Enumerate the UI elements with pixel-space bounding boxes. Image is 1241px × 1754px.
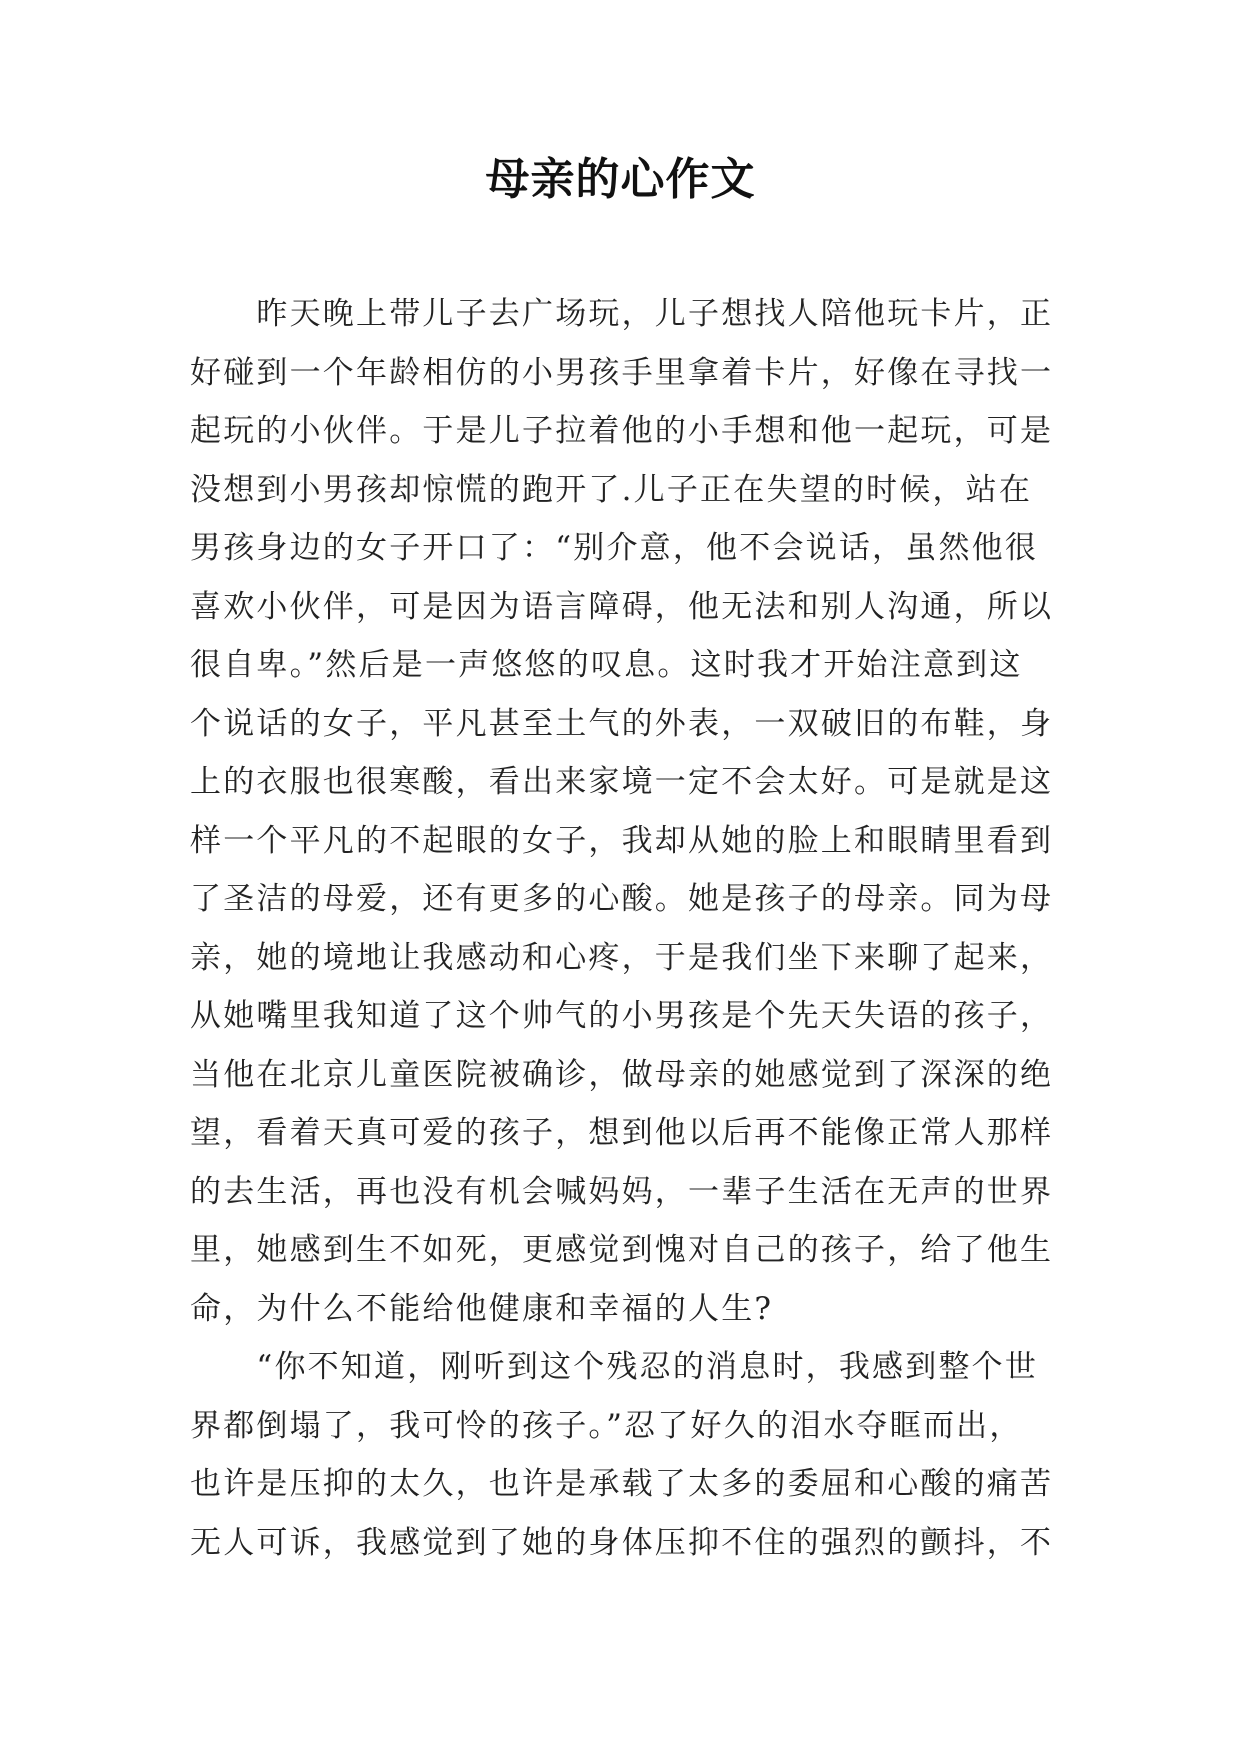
text-line: 界都倒塌了，我可怜的孩子。”忍了好久的泪水夺眶而出，: [190, 1407, 1023, 1444]
text-line: 很自卑。”然后是一声悠悠的叹息。这时我才开始注意到这: [190, 647, 1023, 683]
text-line: 上的衣服也很寒酸，看出来家境一定不会太好。可是就是这: [190, 764, 1054, 800]
text-line: 男孩身边的女子开口了：“别介意，他不会说话，虽然他很: [190, 530, 1039, 566]
text-line: 了圣洁的母爱，还有更多的心酸。她是孩子的母亲。同为母: [190, 881, 1054, 917]
text-line: 亲，她的境地让我感动和心疼，于是我们坐下来聊了起来，: [190, 939, 1054, 976]
text-line: 喜欢小伙伴，可是因为语言障碍，他无法和别人沟通，所以: [190, 588, 1054, 625]
text-line: 命，为什么不能给他健康和幸福的人生?: [190, 1290, 774, 1327]
text-line: 起玩的小伙伴。于是儿子拉着他的小手想和他一起玩，可是: [190, 413, 1054, 449]
text-line: 的去生活，再也没有机会喊妈妈，一辈子生活在无声的世界: [190, 1173, 1054, 1210]
text-line: 个说话的女子，平凡甚至土气的外表，一双破旧的布鞋，身: [190, 705, 1054, 742]
text-line: 样一个平凡的不起眼的女子，我却从她的脸上和眼睛里看到: [190, 822, 1054, 859]
text-line: 没想到小男孩却惊慌的跑开了.儿子正在失望的时候，站在: [190, 471, 1033, 508]
text-line: 从她嘴里我知道了这个帅气的小男孩是个先天失语的孩子，: [190, 998, 1054, 1034]
text-line: 里，她感到生不如死，更感觉到愧对自己的孩子，给了他生: [190, 1232, 1054, 1268]
text-line: 当他在北京儿童医院被确诊，做母亲的她感觉到了深深的绝: [190, 1056, 1054, 1093]
page-title: 母亲的心作文: [485, 154, 756, 205]
text-line: 无人可诉，我感觉到了她的身体压抑不住的强烈的颤抖，不: [190, 1524, 1054, 1561]
text-line: 望，看着天真可爱的孩子，想到他以后再不能像正常人那样: [190, 1115, 1054, 1151]
text-line: 也许是压抑的太久，也许是承载了太多的委屈和心酸的痛苦: [190, 1466, 1054, 1502]
text-line: 好碰到一个年龄相仿的小男孩手里拿着卡片，好像在寻找一: [190, 354, 1054, 391]
text-line: “你不知道，刚听到这个残忍的消息时，我感到整个世: [190, 1349, 1039, 1385]
essay-body: [190, 285, 1060, 1572]
text-line: 昨天晚上带儿子去广场玩，儿子想找人陪他玩卡片，正: [190, 296, 1054, 332]
